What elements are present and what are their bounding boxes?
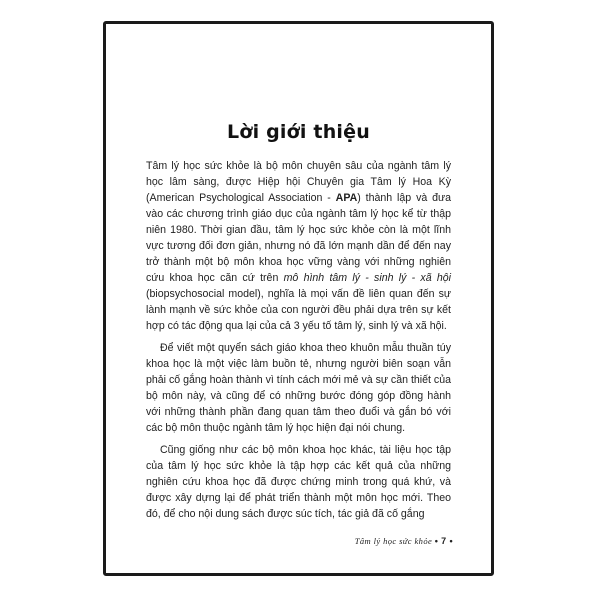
paragraph-2: Để viết một quyển sách giáo khoa theo khuôn mẫu thuần túy khoa học là một việc làm buồn tẻ, nhưng người biên soạn vẫn phải cố gắng hoàn thành vì tính cách mới mẻ và sự cần thiết của bộ môn này, và cũng để có những bước đóng góp đồng hành với những thành phần đang quan tâm theo đuổi và gắn bó với các bộ môn thuộc ngành tâm lý học hiện đại nói chung. (146, 342, 451, 434)
page-number: • 7 • (434, 536, 453, 546)
book-page (103, 21, 494, 576)
biopsychosocial-term: mô hình tâm lý - sinh lý - xã hội (283, 272, 451, 284)
paragraph-1-part-c: ) thành lập và đưa vào các chương trình giáo dục của ngành tâm lý học kể từ thập niên 1980. Thời gian đầu, tâm lý học sức khỏe còn là một lĩnh vực tương đối đơn giản, nhưng nó đã lớn mạnh dần để đến nay trở thành một bộ môn khoa học vững vàng với những nghiên cứu khoa học căn cứ trên (146, 192, 452, 284)
paragraph-3: Cũng giống như các bộ môn khoa học khác, tài liệu học tập của tâm lý học sức khỏe là tập hợp các kết quả của những nghiên cứu khoa học đã được chứng minh trong quá khứ, và được xây dựng lại để phát triển thành một môn học mới. Theo đó, để cho nội dung sách được súc tích, tác giả đã cố gắng (146, 444, 451, 520)
page-footer (355, 536, 453, 546)
page-body (146, 158, 451, 528)
paragraph-1-part-a: Tâm lý học sức khỏe là bộ môn chuyên sâu của ngành tâm lý học lâm sàng, được Hiệp hội Chuyên gia Tâm lý Hoa Kỳ (American Psychological Association - (146, 160, 451, 204)
running-title: Tâm lý học sức khỏe (354, 536, 433, 546)
paragraph-1-part-e: (biopsychosocial model), nghĩa là mọi vấn đề liên quan đến sự lành mạnh về sức khỏe của con người đều phải dựa trên sự kết hợp có tác động qua lại của cả 3 yếu tố tâm lý, sinh lý và xã hội. (146, 288, 451, 332)
apa-abbreviation: APA (335, 192, 358, 204)
page-title: Lời giới thiệu (227, 121, 370, 143)
paragraph-1 (146, 158, 451, 334)
